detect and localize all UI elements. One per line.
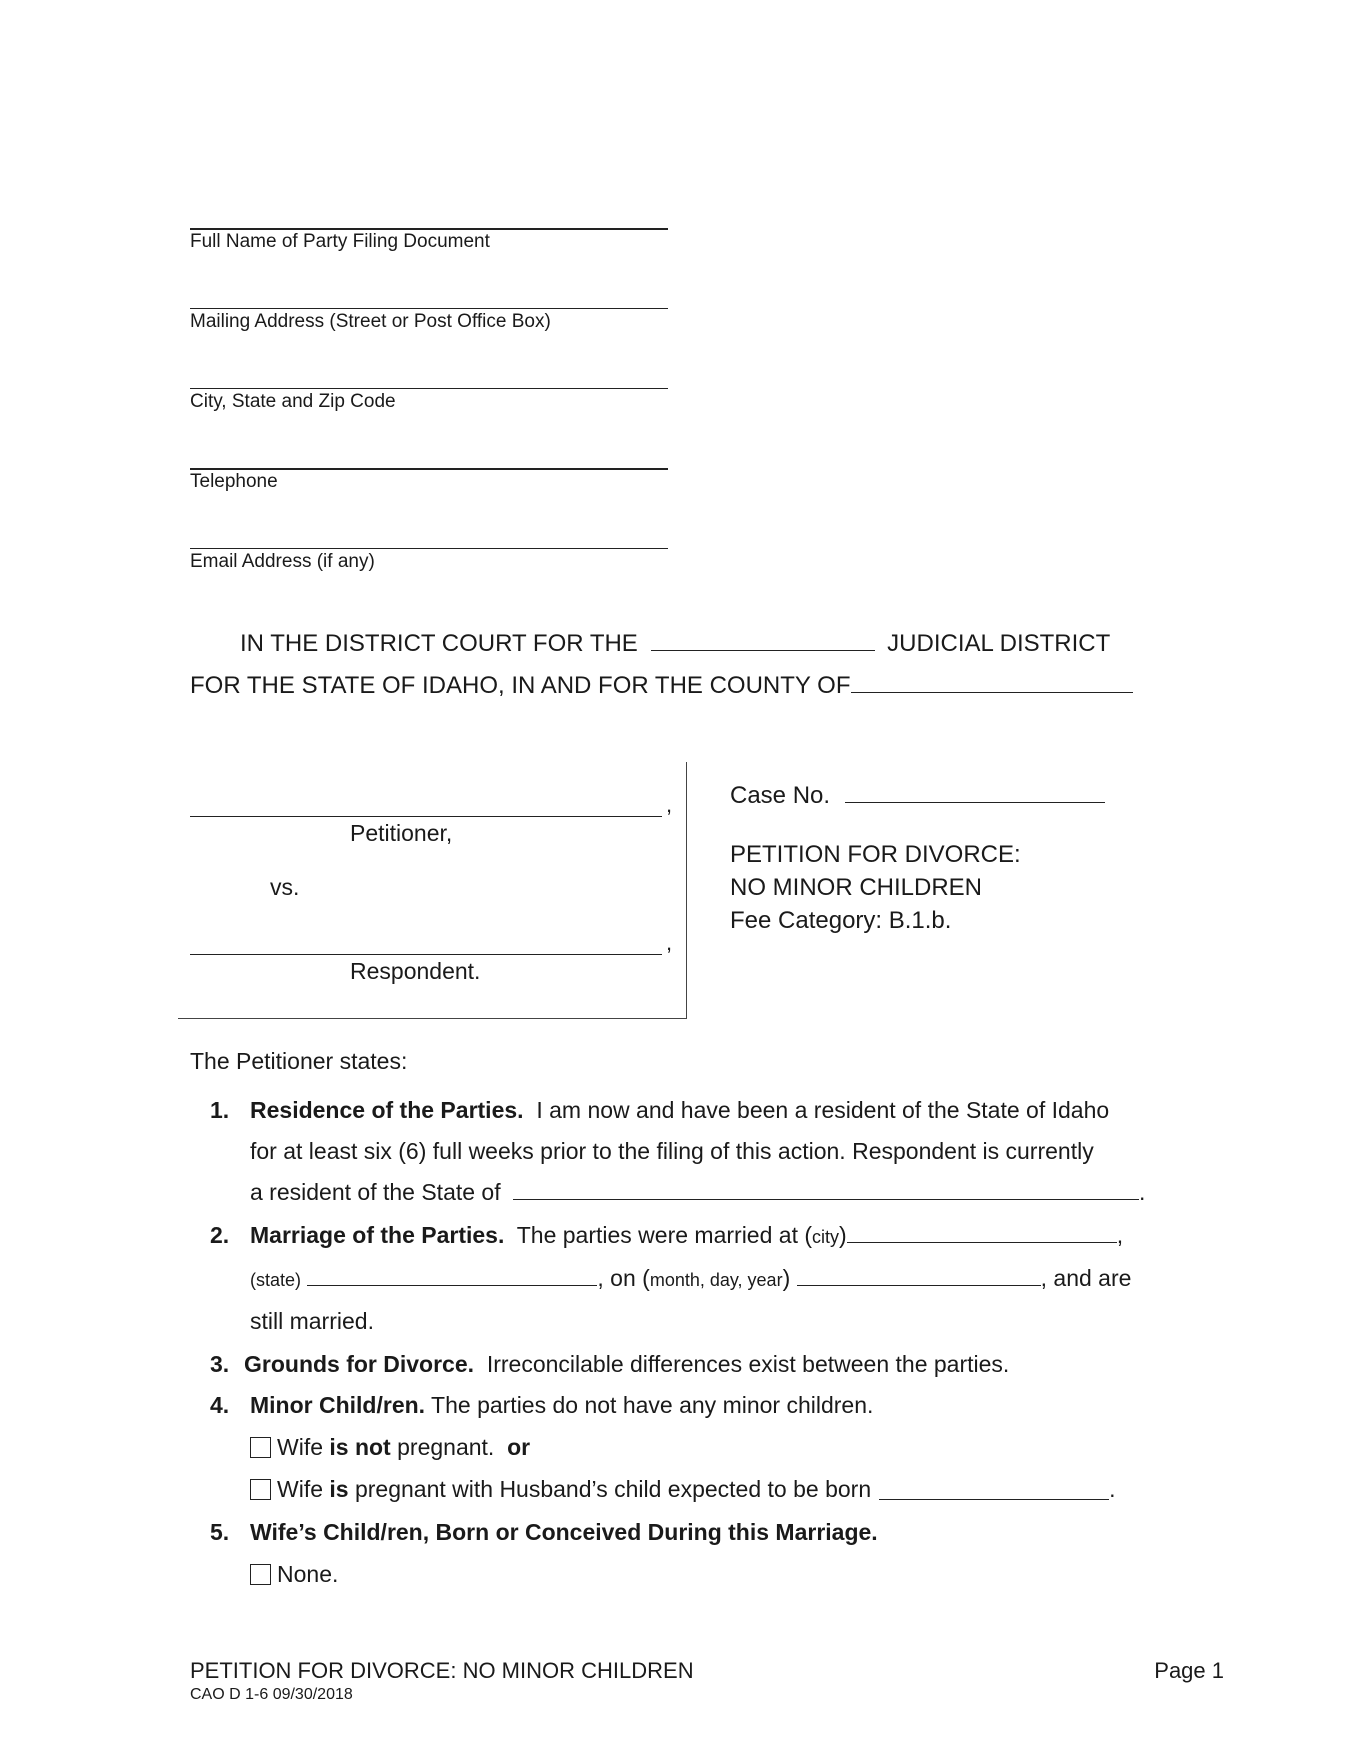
date-hint: month, day, year [649,1270,783,1290]
opt1-is-not: is not [329,1434,391,1460]
judicial-district-text: JUDICIAL DISTRICT [887,630,1111,657]
item-1-text-3: a resident of the State of [250,1179,501,1205]
item-3-number: 3. [210,1351,230,1377]
opt1-wife: Wife [277,1434,323,1460]
item-1-number: 1. [210,1097,230,1123]
telephone-label: Telephone [190,471,278,492]
item-2-comma: , [1116,1222,1124,1248]
item-1-text-1: I am now and have been a resident of the State of Idaho [536,1097,1110,1123]
petitioner-comma: , [666,792,673,817]
item-1-text-2: for at least six (6) full weeks prior to the filing of this action. Respondent is currently [250,1138,1094,1164]
state-hint: (state) [250,1270,302,1290]
email-field[interactable] [190,548,668,628]
party-info-block [190,228,668,628]
mailing-address-label: Mailing Address (Street or Post Office Box) [190,311,551,332]
case-number-label: Case No. [730,782,831,809]
footer-form-code: CAO D 1-6 09/30/2018 [190,1686,353,1703]
item-2-text-1: The parties were married at ( [516,1222,813,1248]
county-blank[interactable] [851,672,1133,693]
item-1-line-1 [250,1090,1190,1131]
case-caption-title [730,782,1290,937]
opt2-text: pregnant with Husband’s child expected to be born [354,1476,872,1502]
pregnant-option [250,1468,1190,1510]
document-title-line-2: NO MINOR CHILDREN [730,874,983,901]
court-line-1 [190,626,1190,668]
item-2-on-text: , on ( [597,1265,650,1291]
judicial-district-blank[interactable] [651,630,875,651]
item-minor-children [190,1385,1190,1510]
respondent-name-line[interactable] [190,954,662,955]
item-2-paren-close: ) [839,1222,847,1248]
opt2-wife: Wife [277,1476,323,1502]
fee-category: Fee Category: B.1.b. [730,907,952,934]
none-checkbox[interactable] [250,1564,271,1585]
opt1-pregnant: pregnant. [397,1434,495,1460]
item-2-text-3: still married. [250,1308,374,1334]
not-pregnant-checkbox[interactable] [250,1437,271,1458]
telephone-field[interactable] [190,468,668,548]
full-name-label: Full Name of Party Filing Document [190,231,490,252]
item-2-line-2 [250,1258,1190,1301]
vs-label: vs. [270,874,300,900]
item-2-line-1 [250,1215,1190,1258]
page-number: Page 1 [1154,1658,1224,1683]
footer-title: PETITION FOR DIVORCE: NO MINOR CHILDREN [190,1658,694,1683]
expected-birth-blank[interactable] [879,1479,1109,1500]
respondent-label: Respondent. [350,958,481,984]
item-2-heading: Marriage of the Parties. [250,1222,505,1248]
item-4-line [250,1385,1190,1426]
telephone-line [190,468,668,470]
full-name-line [190,228,668,230]
email-label: Email Address (if any) [190,551,375,572]
item-3-text: Irreconcilable differences exist between the parties. [486,1351,1010,1377]
court-line1-text: IN THE DISTRICT COURT FOR THE [240,630,638,657]
city-hint: city [812,1227,840,1247]
marriage-state-blank[interactable] [307,1265,597,1286]
court-line-2 [190,668,1190,710]
item-1-heading: Residence of the Parties. [250,1097,524,1123]
item-3-line [244,1344,1190,1385]
case-number-row [730,782,1290,838]
document-title-line-1: PETITION FOR DIVORCE: [730,841,1021,868]
county-text: FOR THE STATE OF IDAHO, IN AND FOR THE COUNTY OF [190,672,851,699]
case-number-blank[interactable] [845,782,1105,803]
item-5-line [250,1512,1190,1553]
city-state-zip-line [190,388,668,389]
mailing-address-field[interactable] [190,308,668,388]
case-caption-parties [178,762,687,1019]
intro-text: The Petitioner states: [190,1048,408,1074]
respondent-state-blank[interactable] [513,1179,1139,1200]
marriage-date-blank[interactable] [797,1265,1041,1286]
petitioner-name-line[interactable] [190,816,662,817]
pregnant-checkbox[interactable] [250,1479,271,1500]
item-marriage [190,1215,1190,1342]
item-5-number: 5. [210,1519,230,1545]
mailing-address-line [190,308,668,309]
item-2-paren-close-2: ) [782,1265,791,1291]
item-4-heading: Minor Child/ren. [250,1392,426,1418]
email-line [190,548,668,549]
respondent-comma: , [666,930,673,955]
opt2-period: . [1109,1476,1116,1502]
item-3-heading: Grounds for Divorce. [244,1351,475,1377]
not-pregnant-option [250,1426,1190,1468]
item-1-line-3 [250,1172,1190,1213]
item-4-text: The parties do not have any minor children. [431,1392,874,1418]
petition-body [190,1046,1190,1595]
city-state-zip-field[interactable] [190,388,668,468]
court-heading [190,626,1190,710]
item-grounds [190,1344,1190,1385]
item-2-number: 2. [210,1222,230,1248]
opt1-or: or [507,1434,531,1460]
city-state-zip-label: City, State and Zip Code [190,391,396,412]
opt2-is: is [329,1476,349,1502]
item-5-heading: Wife’s Child/ren, Born or Conceived During this Marriage. [250,1519,878,1545]
item-4-number: 4. [210,1392,230,1418]
footer-left [190,1658,694,1704]
item-wifes-children [190,1512,1190,1595]
item-1-period: . [1139,1179,1146,1205]
item-2-and-are: , and are [1040,1265,1132,1291]
full-name-field[interactable] [190,228,668,308]
marriage-city-blank[interactable] [847,1222,1117,1243]
none-label: None. [277,1561,339,1587]
item-residence [190,1090,1190,1213]
petitioner-label: Petitioner, [350,820,453,846]
none-option [250,1553,1190,1595]
